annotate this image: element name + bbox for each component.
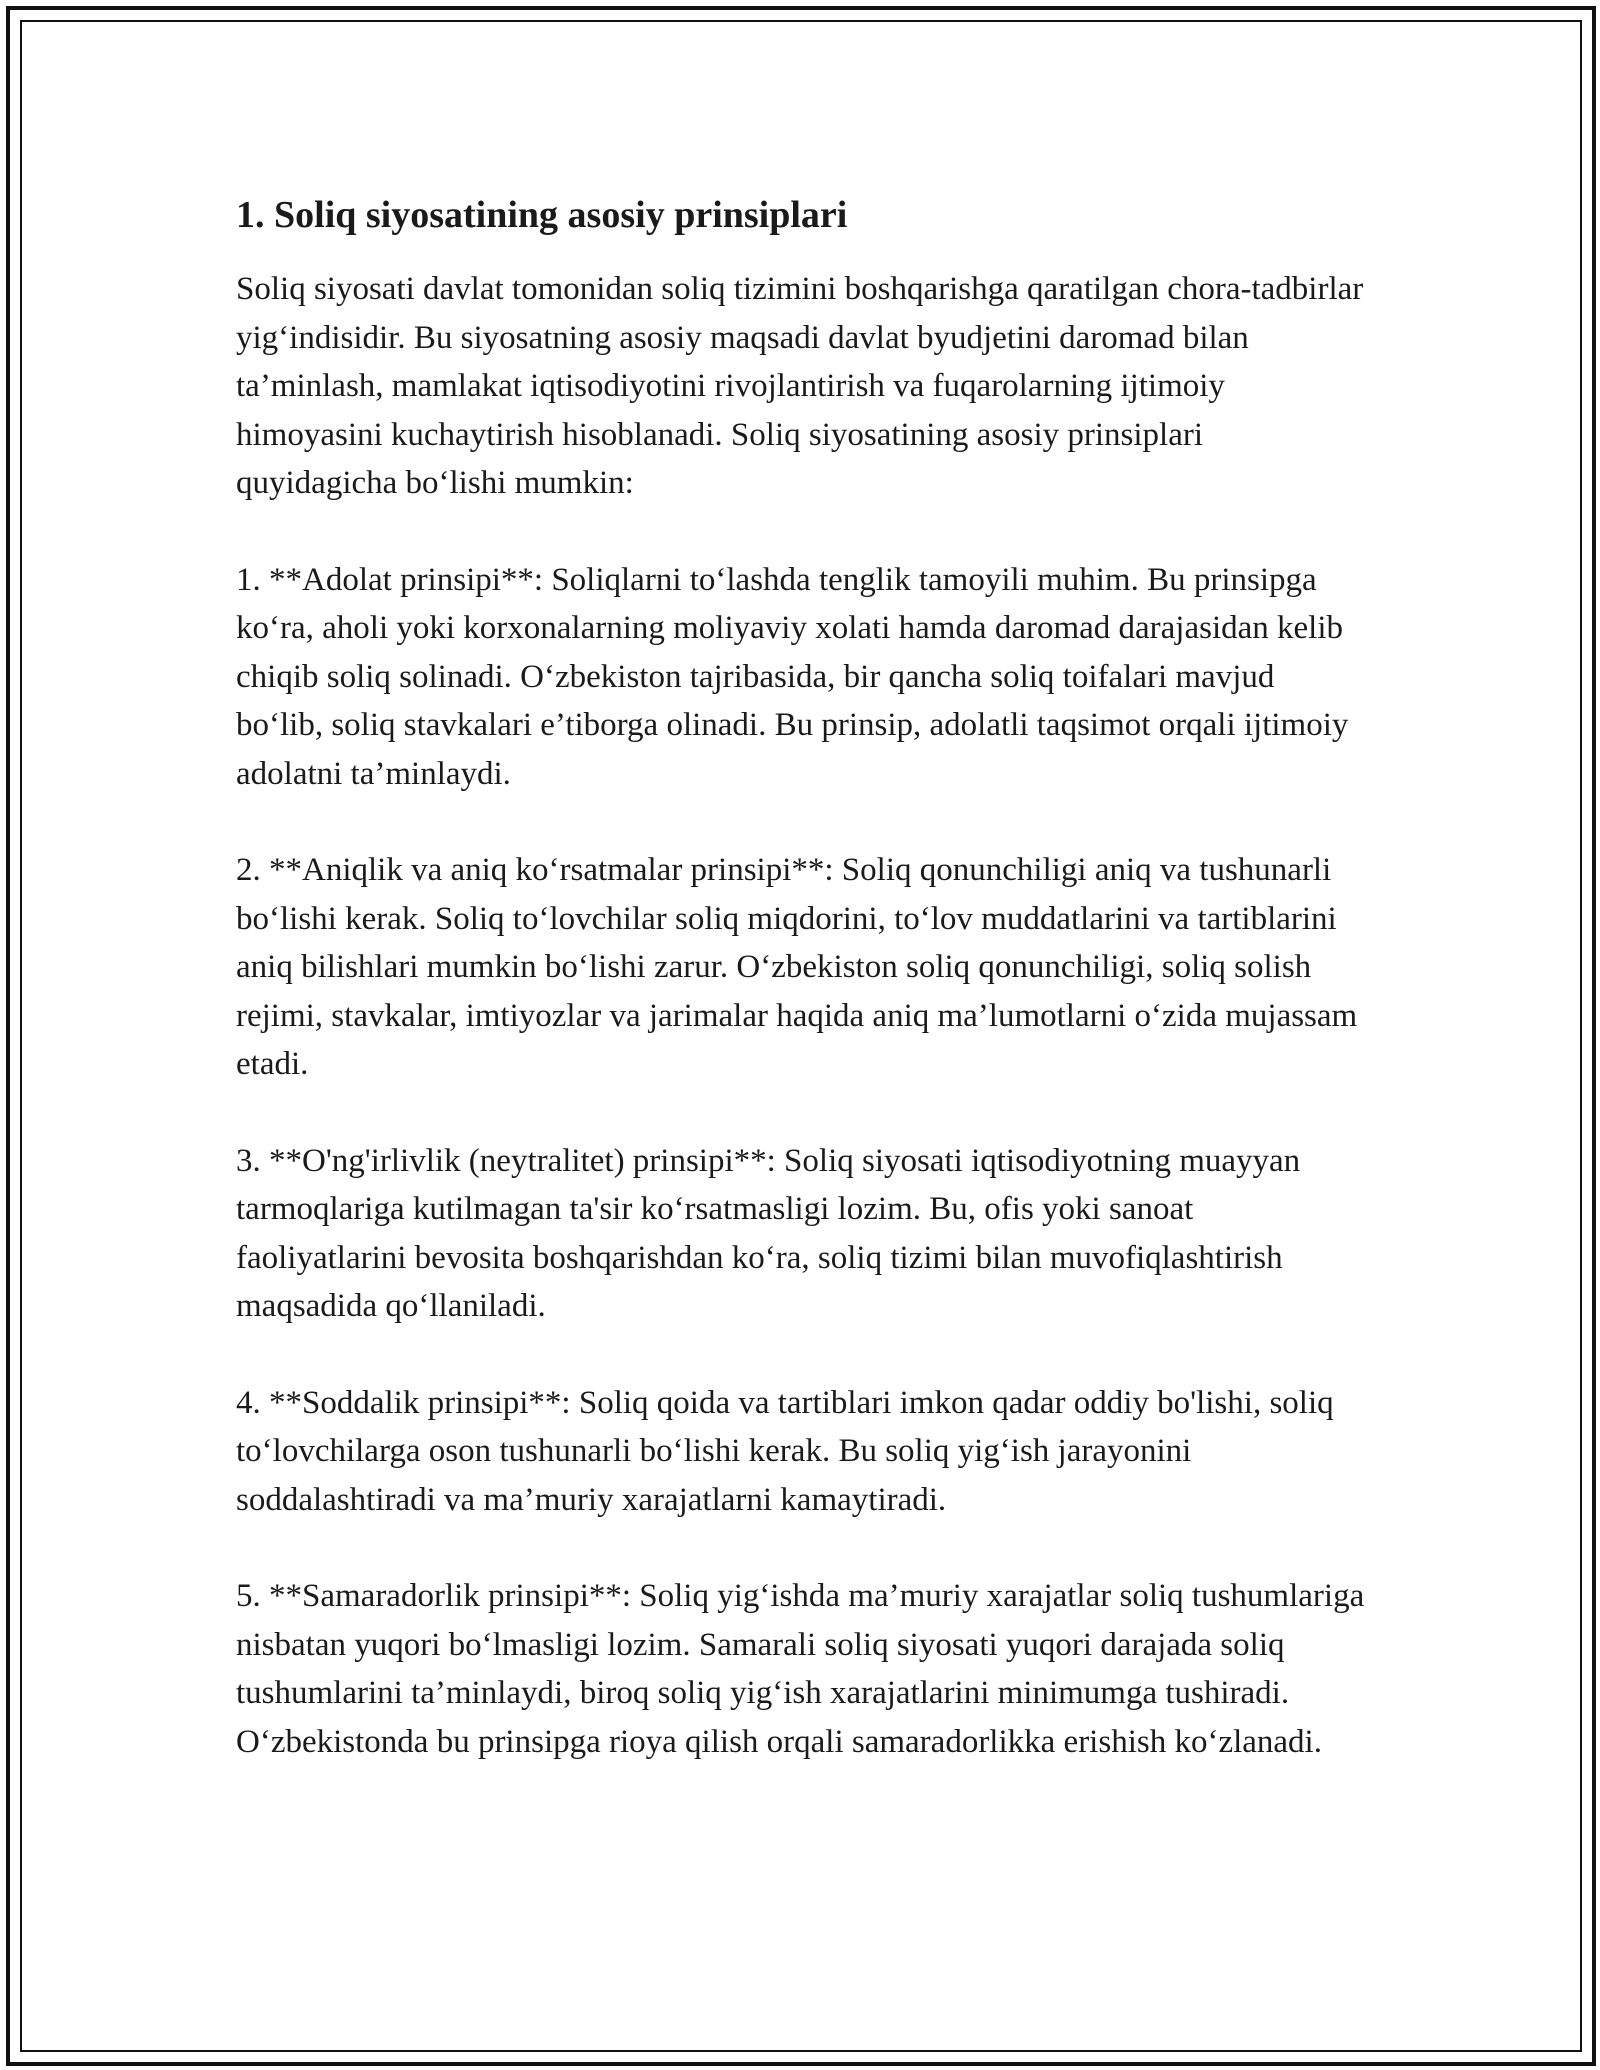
principle-samaradorlik-paragraph: 5. **Samaradorlik prinsipi**: Soliq yig‘ishda ma’muriy xarajatlar soliq tushumlariga nisbatan yuqori bo‘lmasligi lozim. Samarali soliq siyosati yuqori darajada soliq tushumlarini ta’minlaydi, biroq soliq yig‘ish xarajatlarini minimumga tushiradi. O‘zbekistonda bu prinsipga rioya qilish orqali samaradorlikka erishish ko‘zlanadi. (236, 1578, 1365, 1760)
principle-soddalik-paragraph: 4. **Soddalik prinsipi**: Soliq qoida va tartiblari imkon qadar oddiy bo'lishi, soliq to‘lovchilarga oson tushunarli bo‘lishi kerak. Bu soliq yig‘ish jarayonini soddalashtiradi va ma’muriy xarajatlarni kamaytiradi. (236, 1384, 1334, 1518)
document-body (236, 185, 1366, 1814)
principle-neytralitet-paragraph: 3. **O'ng'irlivlik (neytralitet) prinsipi**: Soliq siyosati iqtisodiyotning muayyan tarmoqlariga kutilmagan ta'sir ko‘rsatmasligi lozim. Bu, ofis yoki sanoat faoliyatlarini bevosita boshqarishdan ko‘ra, soliq tizimi bilan muvofiqlashtirish maqsadida qo‘llaniladi. (236, 1142, 1301, 1324)
section-heading: 1. Soliq siyosatining asosiy prinsiplari (236, 194, 848, 236)
intro-paragraph: Soliq siyosati davlat tomonidan soliq tizimini boshqarishga qaratilgan chora-tadbirlar yig‘indisidir. Bu siyosatning asosiy maqsadi davlat byudjetini daromad bilan ta’minlash, mamlakat iqtisodiyotini rivojlantirish va fuqarolarning ijtimoiy himoyasini kuchaytirish hisoblanadi. Soliq siyosatining asosiy prinsiplari quyidagicha bo‘lishi mumkin: (236, 271, 1364, 501)
principle-aniqlik-paragraph: 2. **Aniqlik va aniq ko‘rsatmalar prinsipi**: Soliq qonunchiligi aniq va tushunarli bo‘lishi kerak. Soliq to‘lovchilar soliq miqdorini, to‘lov muddatlarini va tartiblarini aniq bilishlari mumkin bo‘lishi zarur. O‘zbekiston soliq qonunchiligi, soliq solish rejimi, stavkalar, imtiyozlar va jarimalar haqida aniq ma’lumotlarni o‘zida mujassam etadi. (236, 852, 1358, 1082)
principle-adolat-paragraph: 1. **Adolat prinsipi**: Soliqlarni to‘lashda tenglik tamoyili muhim. Bu prinsipga ko‘ra, aholi yoki korxonalarning moliyaviy xolati hamda daromad darajasidan kelib chiqib soliq solinadi. O‘zbekiston tajribasida, bir qancha soliq toifalari mavjud bo‘lib, soliq stavkalari e’tiborga olinadi. Bu prinsip, adolatli taqsimot orqali ijtimoiy adolatni ta’minlaydi. (236, 561, 1349, 792)
